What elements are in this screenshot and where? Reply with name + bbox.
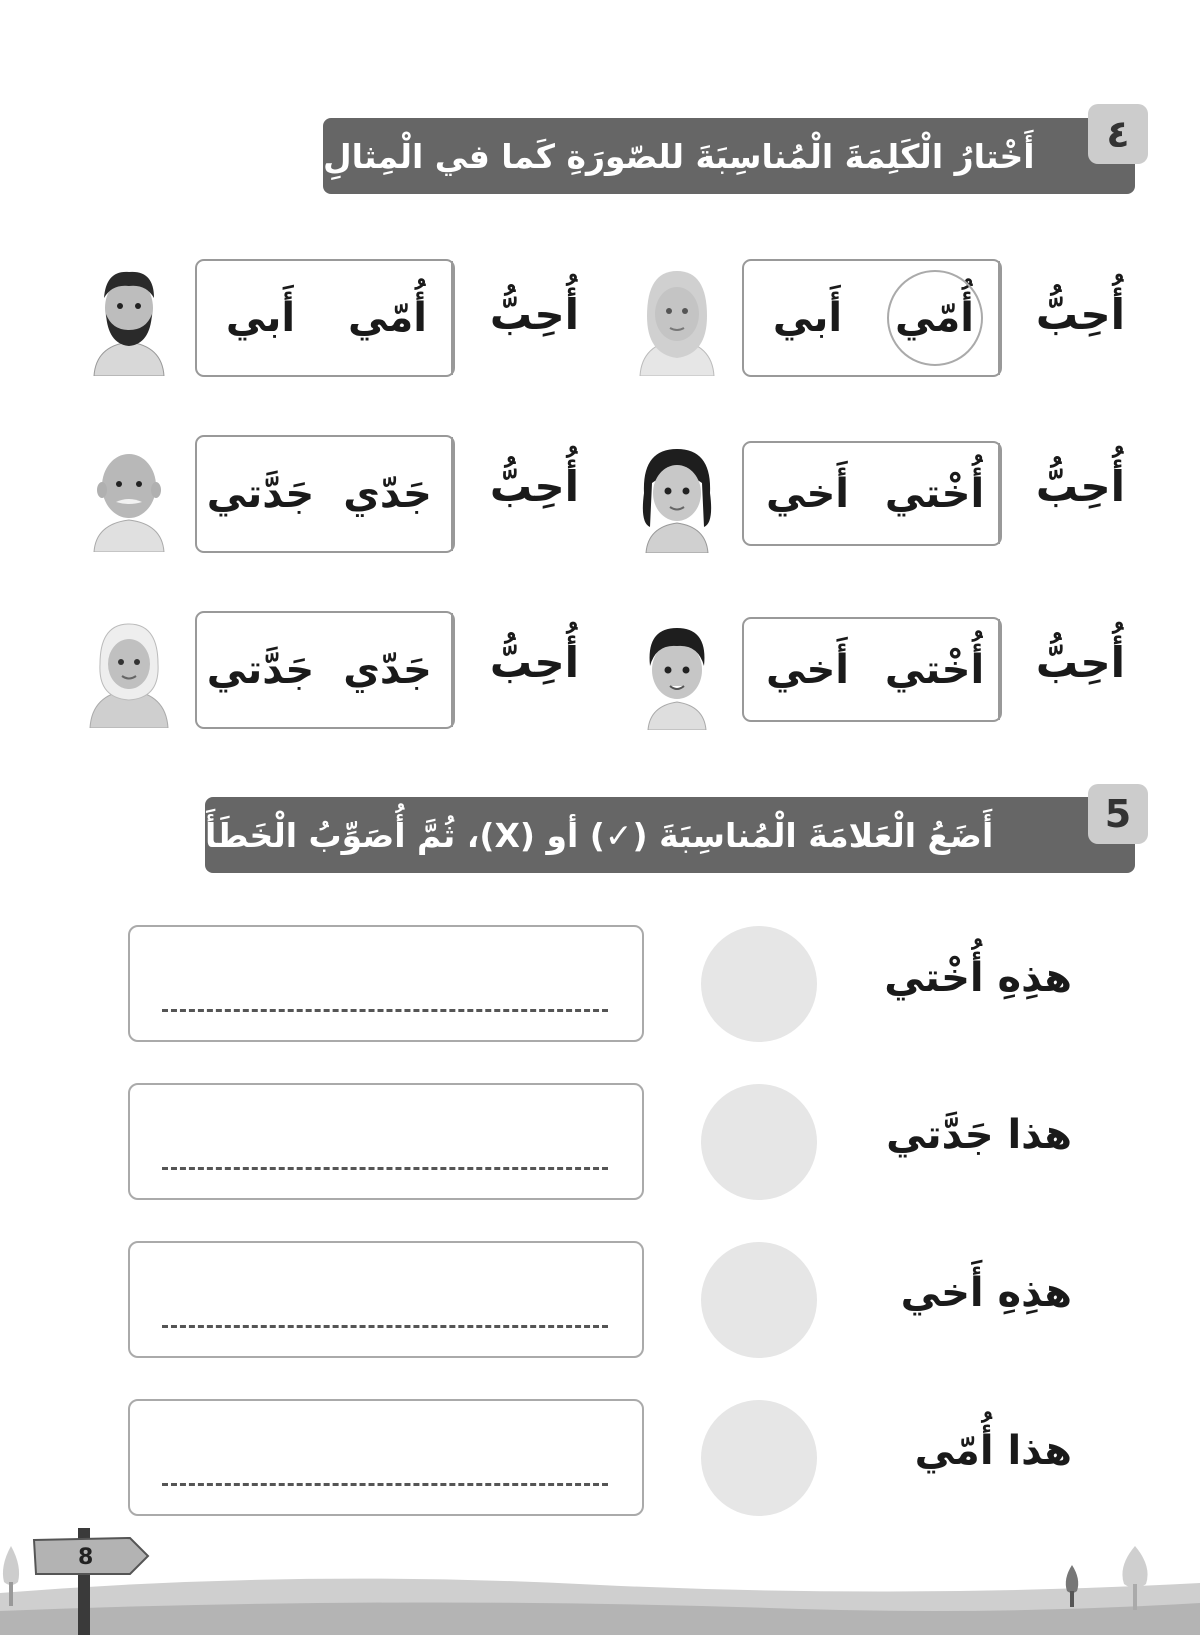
choice-group (742, 617, 1002, 722)
item-stem: أُحِبُّ (1035, 638, 1125, 687)
item-stem: أُحِبُّ (489, 462, 579, 511)
choice-option-right-selected[interactable]: أُمّي (871, 261, 1000, 375)
sentence-text: هذِهِ أَخي (900, 1270, 1072, 1316)
exercise-5-number-badge: 5 (1088, 784, 1148, 844)
choice-group (195, 611, 455, 729)
dashed-write-line (162, 1483, 608, 1486)
choice-option-right[interactable]: أُمّي (324, 261, 453, 375)
sister-girl-icon (632, 443, 722, 553)
sentence-text: هذِهِ أُخْتي (884, 955, 1072, 1001)
correction-answer-box (128, 1083, 644, 1200)
tree-icon (1118, 1546, 1152, 1610)
exercise-4-number-badge: ٤ (1088, 104, 1148, 164)
choice-option-left[interactable]: جَدَّتي (206, 471, 315, 517)
item-stem: أُحِبُّ (489, 638, 579, 687)
choice-group (195, 435, 455, 553)
dashed-write-line (162, 1009, 608, 1012)
check-mark-circle[interactable] (701, 1400, 817, 1516)
exercise-5-instruction: أَضَعُ الْعَلامَةَ الْمُناسِبَةَ (✓) أو (X)، ثُمَّ أُصَوِّبُ الْخَطَأَ (205, 815, 994, 855)
choice-group (742, 259, 1002, 377)
landscape-footer (0, 1565, 1200, 1635)
item-stem: أُحِبُّ (489, 290, 579, 339)
choice-option-right[interactable]: أُخْتي (871, 443, 1000, 544)
tree-icon (0, 1546, 22, 1606)
brother-boy-icon (632, 620, 722, 730)
sentence-text: هذا أُمّي (914, 1428, 1072, 1474)
exercise-4-header (323, 118, 1135, 194)
choice-option-right[interactable]: أُخْتي (871, 619, 1000, 720)
tree-icon (1061, 1565, 1083, 1607)
correction-answer-box (128, 1241, 644, 1358)
father-bearded-icon (84, 266, 174, 376)
check-mark-circle[interactable] (701, 1242, 817, 1358)
item-stem: أُحِبُّ (1035, 290, 1125, 339)
grandmother-hijab-icon (84, 618, 174, 728)
choice-option-left[interactable]: أَبي (772, 295, 843, 341)
choice-group (195, 259, 455, 377)
choice-group (742, 441, 1002, 546)
correction-input[interactable] (158, 1122, 612, 1164)
dashed-write-line (162, 1325, 608, 1328)
choice-option-right[interactable]: جَدّي (324, 437, 453, 551)
check-mark-circle[interactable] (701, 926, 817, 1042)
exercise-5-header (205, 797, 1135, 873)
correction-input[interactable] (158, 964, 612, 1006)
mother-hijab-icon (632, 266, 722, 376)
sentence-text: هذا جَدَّتي (886, 1112, 1072, 1158)
dashed-write-line (162, 1167, 608, 1170)
correction-input[interactable] (158, 1438, 612, 1480)
item-stem: أُحِبُّ (1035, 462, 1125, 511)
choice-option-left[interactable]: أَخي (766, 470, 850, 517)
choice-option-left[interactable]: أَبي (225, 295, 296, 341)
exercise-4-instruction: أَخْتارُ الْكَلِمَةَ الْمُناسِبَةَ للصّورَةِ كَما في الْمِثالِ (323, 136, 1035, 176)
correction-input[interactable] (158, 1280, 612, 1322)
correction-answer-box (128, 925, 644, 1042)
choice-option-right[interactable]: جَدّي (324, 613, 453, 727)
choice-option-left[interactable]: أَخي (766, 646, 850, 693)
grandfather-icon (84, 442, 174, 552)
correction-answer-box (128, 1399, 644, 1516)
choice-option-left[interactable]: جَدَّتي (206, 647, 315, 693)
check-mark-circle[interactable] (701, 1084, 817, 1200)
page-number: 8 (78, 1545, 94, 1570)
